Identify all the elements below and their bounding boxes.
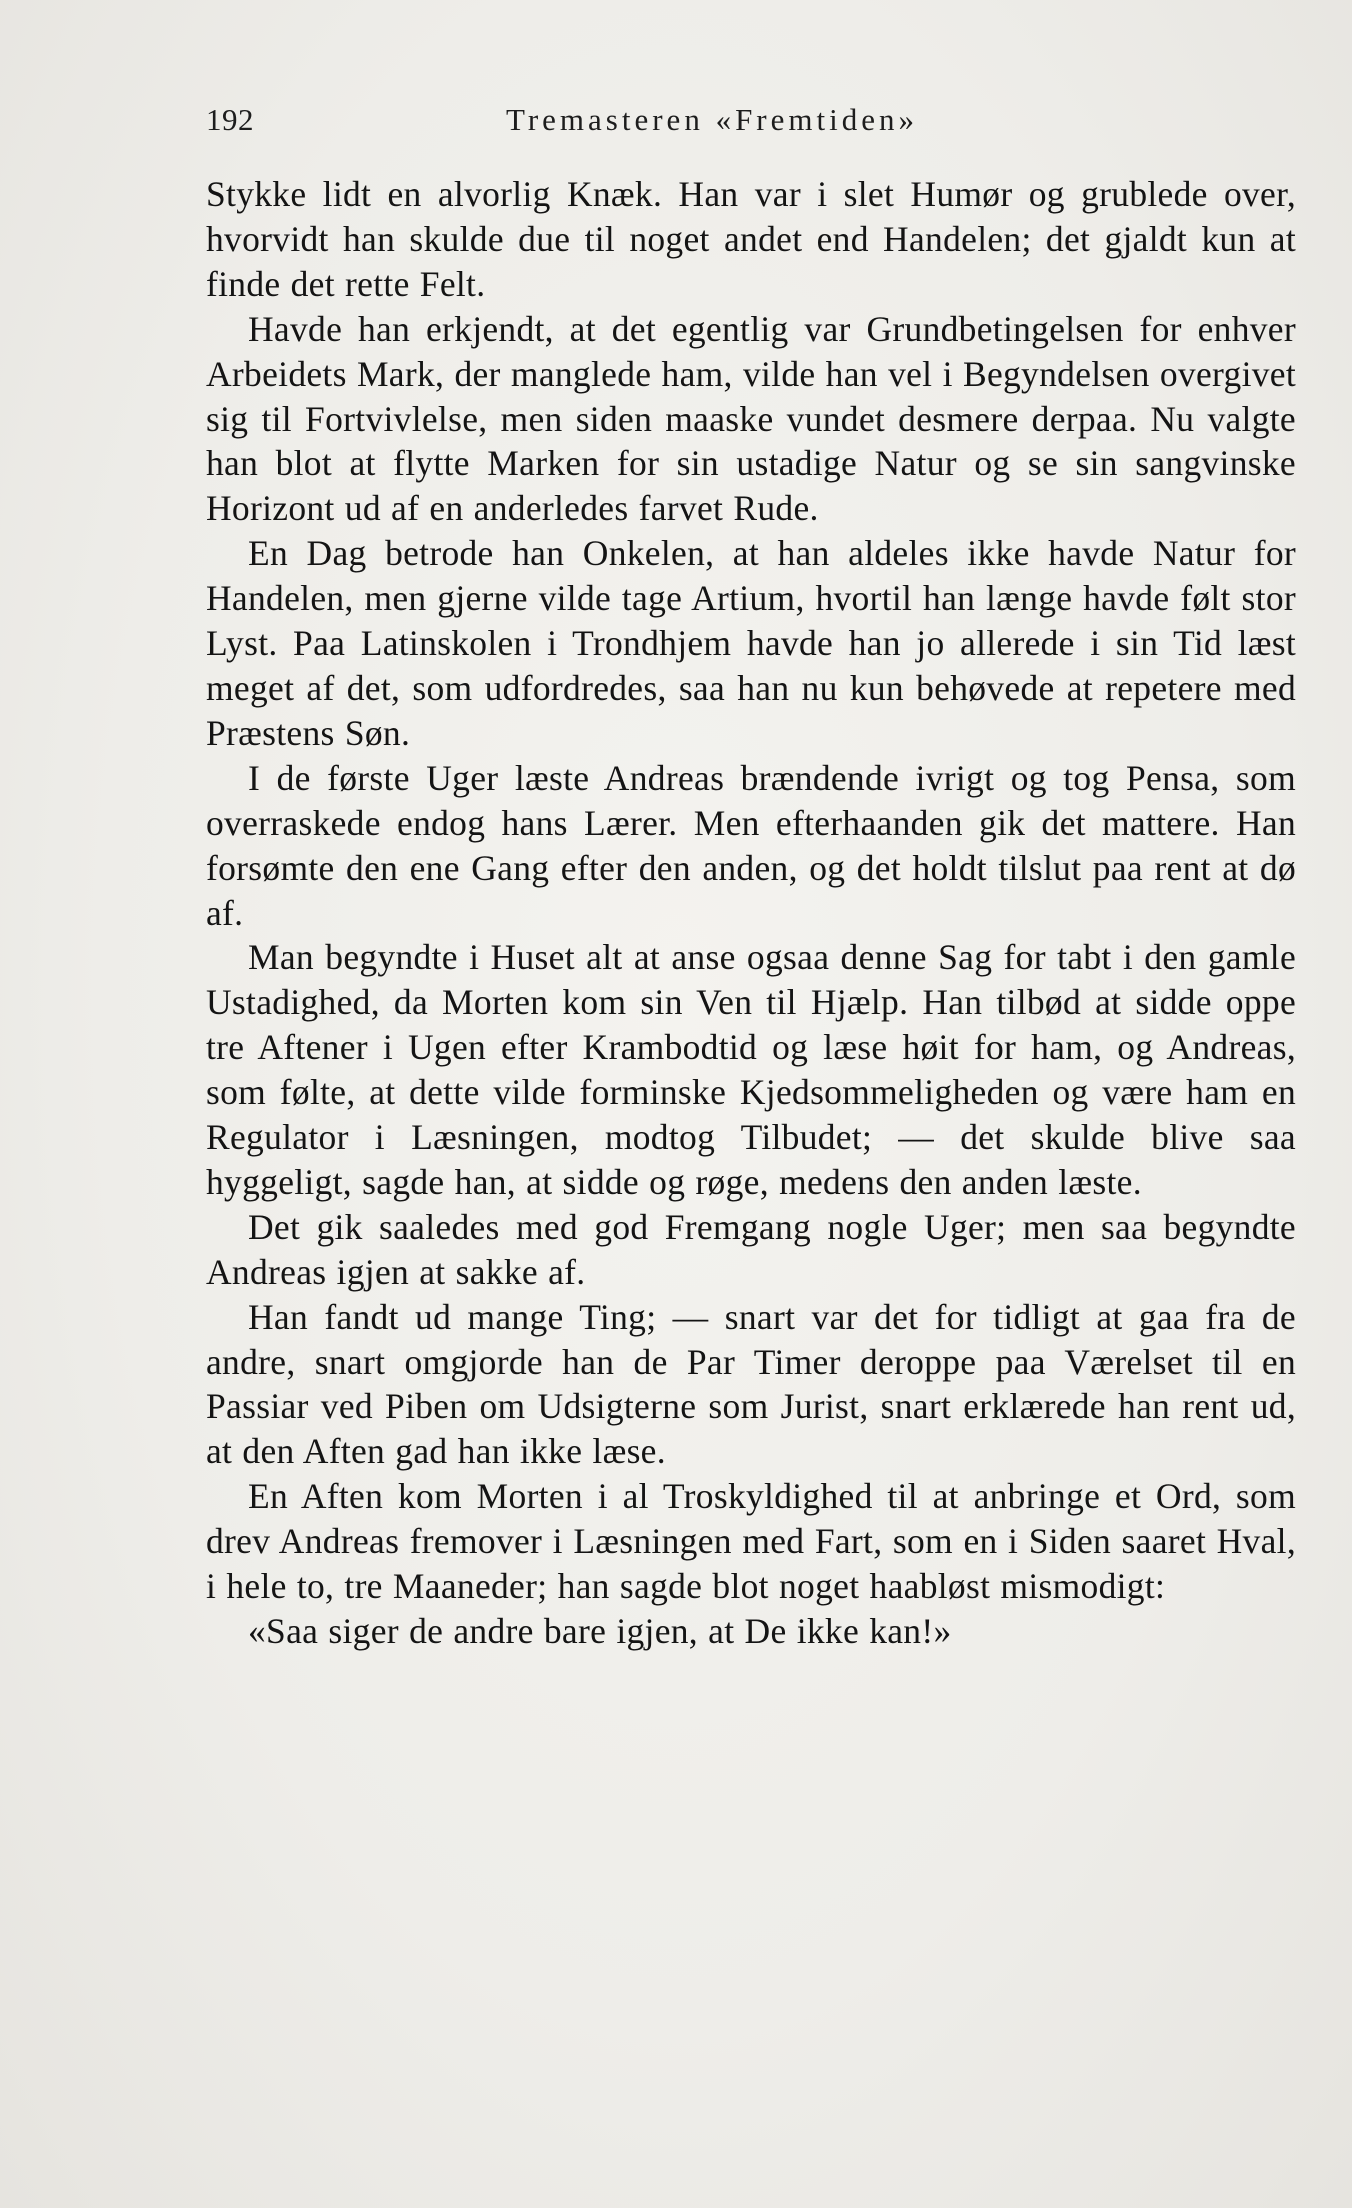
page-header bbox=[206, 102, 1296, 148]
paragraph: En Aften kom Morten i al Troskyldighed til at anbringe et Ord, som drev Andreas fremover i Læsningen med Fart, som en i Siden saaret Hval, i hele to, tre Maaneder; han sagde blot noget haabløst mismodigt: bbox=[206, 1476, 1296, 1607]
paragraph: Stykke lidt en alvorlig Knæk. Han var i slet Humør og grublede over, hvorvidt han skulde due til noget andet end Handelen; det gjaldt kun at finde det rette Felt. bbox=[206, 174, 1296, 304]
paragraph: Havde han erkjendt, at det egentlig var Grundbetingelsen for enhver Arbeidets Mark, der manglede ham, vilde han vel i Begyndelsen overgivet sig til Fortvivlelse, men siden maaske vundet desmere derpaa. Nu valgte han blot at flytte Marken for sin ustadige Natur og se sin sangvinske Horizont ud af en anderledes farvet Rude. bbox=[206, 308, 1296, 529]
paragraph: I de første Uger læste Andreas brændende ivrigt og tog Pensa, som overraskede endog hans Lærer. Men efterhaanden gik det mattere. Han forsømte den ene Gang efter den anden, og det holdt tilslut paa rent at dø af. bbox=[206, 757, 1296, 933]
running-head: Tremasteren «Fremtiden» bbox=[506, 102, 918, 137]
paragraph: Han fandt ud mange Ting; — snart var det for tidligt at gaa fra de andre, snart omgjorde han de Par Timer deroppe paa Værelset til en Passiar ved Piben om Udsigterne som Jurist, snart erklærede han rent ud, at den Aften gad han ikke læse. bbox=[206, 1296, 1296, 1472]
body-text bbox=[206, 172, 1296, 1654]
paragraph: Man begyndte i Huset alt at anse ogsaa denne Sag for tabt i den gamle Ustadighed, da Morten kom sin Ven til Hjælp. Han tilbød at sidde oppe tre Aftener i Ugen efter Krambodtid og læse høit for ham, og Andreas, som følte, at dette vilde forminske Kjedsommeligheden og være ham en Regulator i Læsningen, modtog Tilbudet; — det skulde blive saa hyggeligt, sagde han, at sidde og røge, medens den anden læste. bbox=[206, 937, 1296, 1202]
paragraph: «Saa siger de andre bare igjen, at De ikke kan!» bbox=[248, 1611, 952, 1651]
paragraph: Det gik saaledes med god Fremgang nogle Uger; men saa begyndte Andreas igjen at sakke af. bbox=[206, 1206, 1296, 1292]
paragraph: En Dag betrode han Onkelen, at han aldeles ikke havde Natur for Handelen, men gjerne vilde tage Artium, hvortil han længe havde følt stor Lyst. Paa Latinskolen i Trondhjem havde han jo allerede i sin Tid læst meget af det, som udfordredes, saa han nu kun behøvede at repetere med Præstens Søn. bbox=[206, 533, 1296, 753]
page-number: 192 bbox=[206, 102, 254, 137]
